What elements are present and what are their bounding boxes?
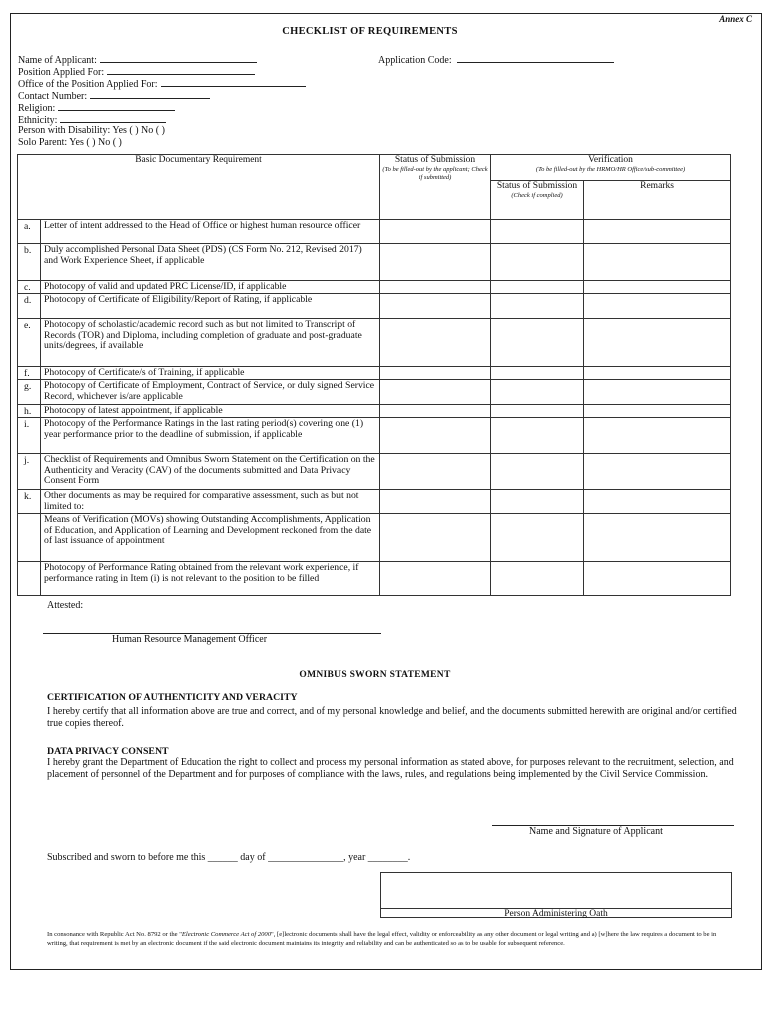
applicant-field-7 bbox=[18, 137, 306, 149]
verification-status-cell[interactable] bbox=[491, 220, 584, 244]
remarks-cell[interactable] bbox=[584, 294, 731, 319]
row-letter: k. bbox=[18, 490, 41, 514]
footer-text-pre: In consonance with Republic Act No. 8792 or the " bbox=[47, 931, 182, 938]
row-requirement: Means of Verification (MOVs) showing Outstanding Accomplishments, Application of Education, and Application of Learning and Development reckoned from the date of last issuance of appointment bbox=[41, 514, 380, 562]
applicant-fields bbox=[18, 53, 306, 149]
field-label: Religion: bbox=[18, 103, 56, 114]
table-row bbox=[18, 319, 731, 367]
field-input-line[interactable] bbox=[161, 77, 306, 87]
applicant-field-1 bbox=[18, 65, 306, 77]
requirements-table bbox=[17, 154, 731, 596]
remarks-cell[interactable] bbox=[584, 514, 731, 562]
sworn-statement: Subscribed and sworn to before me this ______ day of _______________, year ________. bbox=[47, 852, 411, 863]
remarks-cell[interactable] bbox=[584, 490, 731, 514]
applicant-field-2 bbox=[18, 77, 306, 89]
table-row bbox=[18, 244, 731, 281]
row-requirement: Photocopy of latest appointment, if applicable bbox=[41, 405, 380, 418]
remarks-cell[interactable] bbox=[584, 562, 731, 596]
applicant-field-6 bbox=[18, 125, 306, 137]
omnibus-title: OMNIBUS SWORN STATEMENT bbox=[299, 670, 451, 680]
applicant-status-cell[interactable] bbox=[380, 294, 491, 319]
privacy-heading: DATA PRIVACY CONSENT bbox=[47, 746, 169, 757]
verification-status-cell[interactable] bbox=[491, 405, 584, 418]
row-letter: e. bbox=[18, 319, 41, 367]
row-requirement: Photocopy of Certificate of Eligibility/Report of Rating, if applicable bbox=[41, 294, 380, 319]
row-requirement: Photocopy of Certificate of Employment, Contract of Service, or duly signed Service Record, whichever is/are applicable bbox=[41, 380, 380, 405]
field-label: Solo Parent: Yes ( ) No ( ) bbox=[18, 137, 122, 148]
verification-header bbox=[491, 155, 731, 181]
row-letter: j. bbox=[18, 454, 41, 490]
row-letter: h. bbox=[18, 405, 41, 418]
verification-header-title: Verification bbox=[588, 155, 633, 165]
verification-status-cell[interactable] bbox=[491, 319, 584, 367]
row-requirement: Photocopy of scholastic/academic record such as but not limited to Transcript of Records (TOR) and Diploma, including completion of graduate and post-graduate units/degrees, if available bbox=[41, 319, 380, 367]
status-header-title: Status of Submission bbox=[394, 155, 476, 165]
remarks-header bbox=[584, 181, 731, 220]
applicant-status-cell[interactable] bbox=[380, 380, 491, 405]
table-row bbox=[18, 294, 731, 319]
remarks-cell[interactable] bbox=[584, 244, 731, 281]
remarks-cell[interactable] bbox=[584, 319, 731, 367]
applicant-status-cell[interactable] bbox=[380, 319, 491, 367]
verification-status-cell[interactable] bbox=[491, 514, 584, 562]
row-letter: b. bbox=[18, 244, 41, 281]
verification-status-title: Status of Submission bbox=[496, 181, 578, 191]
remarks-cell[interactable] bbox=[584, 281, 731, 294]
row-letter: c. bbox=[18, 281, 41, 294]
footer-note bbox=[47, 930, 737, 948]
remarks-cell[interactable] bbox=[584, 220, 731, 244]
attested-label: Attested: bbox=[47, 600, 84, 611]
requirement-header bbox=[18, 155, 380, 220]
verification-header-note: (To be filled-out by the HRMO/HR Office/sub-committee) bbox=[535, 166, 686, 173]
applicant-field-4 bbox=[18, 101, 306, 113]
row-letter bbox=[18, 562, 41, 596]
verification-status-cell[interactable] bbox=[491, 380, 584, 405]
table-row bbox=[18, 562, 731, 596]
status-header-note: (To be filled-out by the applicant; Check if submitted) bbox=[382, 166, 488, 181]
verification-status-cell[interactable] bbox=[491, 562, 584, 596]
field-label: Ethnicity: bbox=[18, 115, 58, 126]
row-requirement: Photocopy of Certificate/s of Training, if applicable bbox=[41, 367, 380, 380]
applicant-field-5 bbox=[18, 113, 306, 125]
row-requirement: Checklist of Requirements and Omnibus Sworn Statement on the Certification on the Authenticity and Veracity (CAV) of the documents submitted and Data Privacy Consent Form bbox=[41, 454, 380, 490]
applicant-status-cell[interactable] bbox=[380, 244, 491, 281]
table-row bbox=[18, 367, 731, 380]
verification-status-note: (Check if complied) bbox=[511, 192, 563, 199]
annex-label: Annex C bbox=[719, 14, 752, 24]
applicant-status-cell[interactable] bbox=[380, 367, 491, 380]
remarks-cell[interactable] bbox=[584, 367, 731, 380]
field-label: Name of Applicant: bbox=[18, 55, 97, 66]
verification-status-cell[interactable] bbox=[491, 454, 584, 490]
applicant-status-cell[interactable] bbox=[380, 405, 491, 418]
verification-status-cell[interactable] bbox=[491, 244, 584, 281]
application-code-field bbox=[378, 53, 614, 66]
row-requirement: Photocopy of valid and updated PRC License/ID, if applicable bbox=[41, 281, 380, 294]
remarks-cell[interactable] bbox=[584, 454, 731, 490]
remarks-cell[interactable] bbox=[584, 405, 731, 418]
field-input-line[interactable] bbox=[100, 53, 257, 63]
requirement-header-text: Basic Documentary Requirement bbox=[135, 155, 262, 165]
row-letter bbox=[18, 514, 41, 562]
row-requirement: Photocopy of the Performance Ratings in the last rating period(s) covering one (1) year performance prior to the deadline of submission, if applicable bbox=[41, 418, 380, 454]
field-input-line[interactable] bbox=[90, 89, 210, 99]
applicant-status-cell[interactable] bbox=[380, 454, 491, 490]
application-code-label: Application Code: bbox=[378, 55, 452, 66]
table-row bbox=[18, 405, 731, 418]
privacy-text: I hereby grant the Department of Education the right to collect and process my personal information as stated above, for purposes relevant to the recruitment, selection, and placement of personnel of the Department and for purposes of compliance with the laws, rules, and regulations being implemented by the Civil Service Commission. bbox=[47, 757, 734, 780]
table-row bbox=[18, 490, 731, 514]
hrmo-label: Human Resource Management Officer bbox=[112, 634, 268, 645]
field-label: Contact Number: bbox=[18, 91, 88, 102]
table-row bbox=[18, 418, 731, 454]
oath-label: Person Administering Oath bbox=[504, 909, 608, 919]
table-row bbox=[18, 281, 731, 294]
row-letter: i. bbox=[18, 418, 41, 454]
field-label: Office of the Position Applied For: bbox=[18, 79, 158, 90]
row-requirement: Other documents as may be required for comparative assessment, such as but not limited to: bbox=[41, 490, 380, 514]
remarks-header-text: Remarks bbox=[640, 181, 674, 191]
table-row bbox=[18, 514, 731, 562]
row-letter: g. bbox=[18, 380, 41, 405]
status-submission-header bbox=[380, 155, 491, 220]
verification-status-cell[interactable] bbox=[491, 294, 584, 319]
row-letter: a. bbox=[18, 220, 41, 244]
cav-heading: CERTIFICATION OF AUTHENTICITY AND VERACITY bbox=[47, 692, 298, 703]
applicant-status-cell[interactable] bbox=[380, 514, 491, 562]
oath-box[interactable] bbox=[380, 872, 732, 918]
row-requirement: Photocopy of Performance Rating obtained from the relevant work experience, if performance rating in Item (i) is not relevant to the position to be filled bbox=[41, 562, 380, 596]
verification-status-cell[interactable] bbox=[491, 367, 584, 380]
verification-status-cell[interactable] bbox=[491, 490, 584, 514]
verification-status-cell[interactable] bbox=[491, 281, 584, 294]
cav-text: I hereby certify that all information above are true and correct, and of my personal knowledge and belief, and the documents submitted herewith are original and/or certified true copies thereof. bbox=[47, 706, 737, 729]
table-row bbox=[18, 220, 731, 244]
applicant-status-cell[interactable] bbox=[380, 418, 491, 454]
footer-text-post: ", [e]lectronic documents shall have the legal effect, validity or enforceability as any other document or legal writing and a) [w]here the law requires a document to be in writing, that requirement is met by an electronic document if the said electronic document maintains its integrity and reliability and can be authenticated so as to be usable for subsequent reference. bbox=[47, 931, 717, 947]
table-row bbox=[18, 380, 731, 405]
applicant-field-0 bbox=[18, 53, 306, 65]
row-requirement: Letter of intent addressed to the Head of Office or highest human resource officer bbox=[41, 220, 380, 244]
applicant-status-cell[interactable] bbox=[380, 281, 491, 294]
page-title: CHECKLIST OF REQUIREMENTS bbox=[282, 26, 458, 37]
footer-act-name: Electronic Commerce Act of 2000 bbox=[181, 931, 272, 938]
remarks-cell[interactable] bbox=[584, 380, 731, 405]
row-letter: f. bbox=[18, 367, 41, 380]
field-input-line[interactable] bbox=[58, 101, 175, 111]
applicant-status-cell[interactable] bbox=[380, 490, 491, 514]
row-letter: d. bbox=[18, 294, 41, 319]
applicant-field-3 bbox=[18, 89, 306, 101]
row-requirement: Duly accomplished Personal Data Sheet (PDS) (CS Form No. 212, Revised 2017) and Work Experience Sheet, if applicable bbox=[41, 244, 380, 281]
applicant-status-cell[interactable] bbox=[380, 220, 491, 244]
field-label: Position Applied For: bbox=[18, 67, 105, 78]
application-code-line[interactable] bbox=[457, 53, 614, 63]
table-row bbox=[18, 454, 731, 490]
field-label: Person with Disability: Yes ( ) No ( ) bbox=[18, 125, 165, 136]
applicant-signature-label: Name and Signature of Applicant bbox=[529, 826, 663, 837]
applicant-status-cell[interactable] bbox=[380, 562, 491, 596]
field-input-line[interactable] bbox=[107, 65, 255, 75]
field-input-line[interactable] bbox=[60, 113, 166, 123]
verification-status-cell[interactable] bbox=[491, 418, 584, 454]
remarks-cell[interactable] bbox=[584, 418, 731, 454]
verification-status-header bbox=[491, 181, 584, 220]
